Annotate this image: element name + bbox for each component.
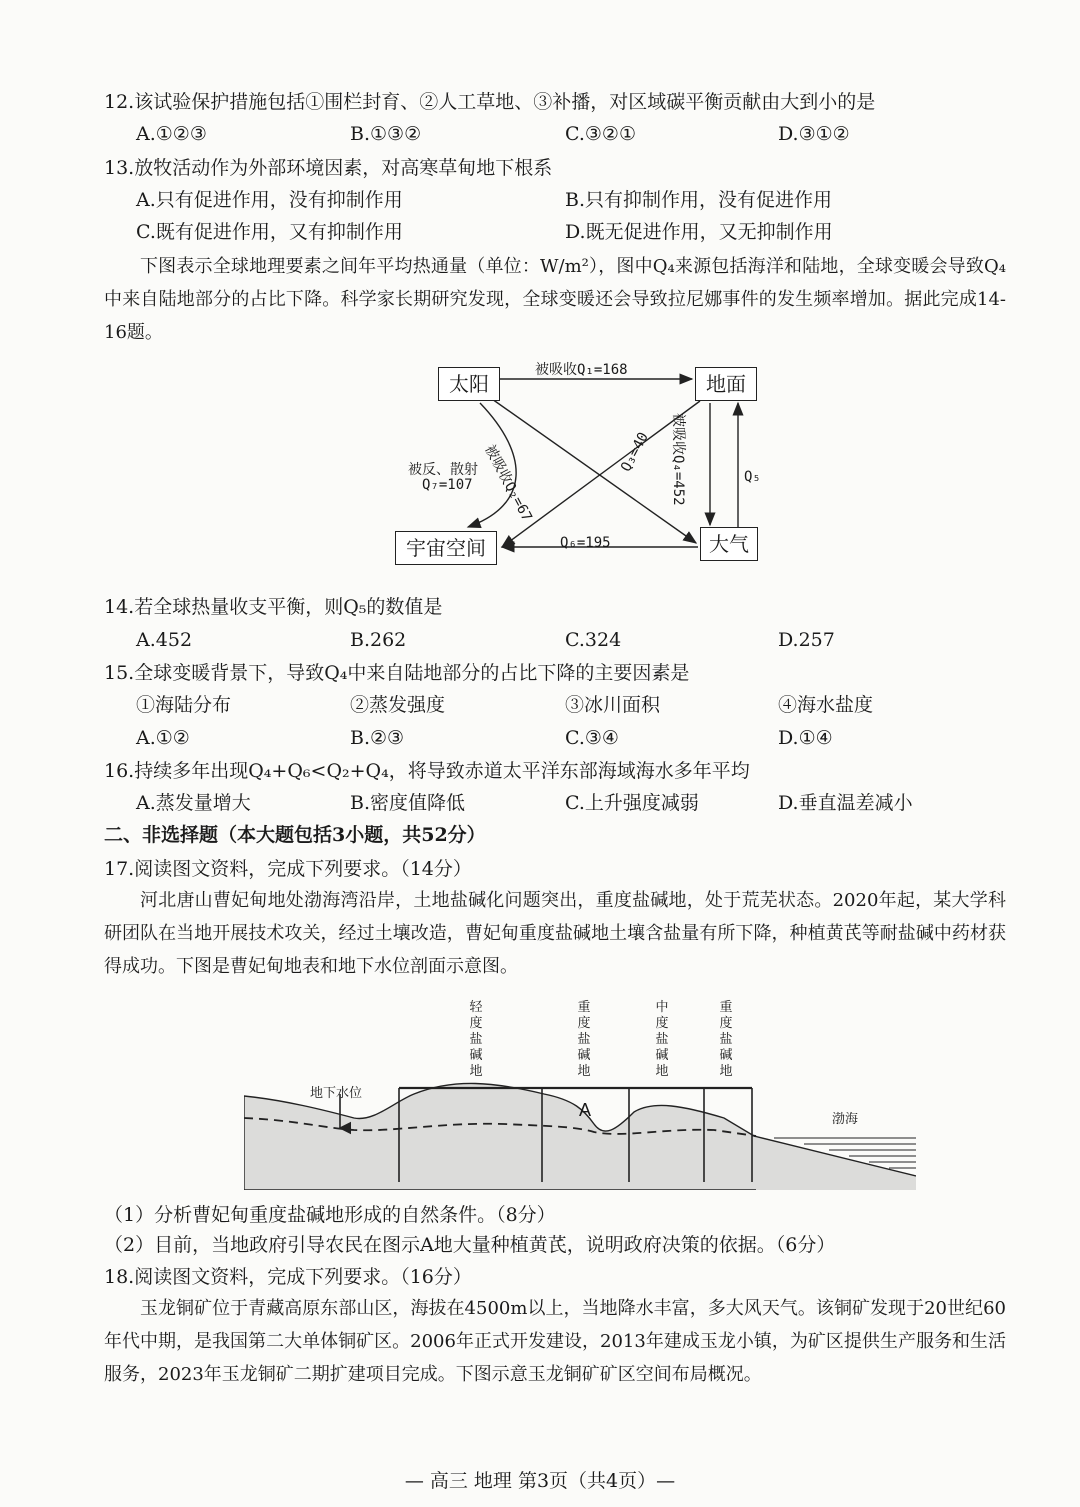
q6-label: Q₆=195 (560, 535, 611, 551)
q14-option-d[interactable]: D.257 (778, 629, 835, 651)
q15-stem: 15.全球变暖背景下，导致Q₄中来自陆地部分的占比下降的主要因素是 (104, 662, 690, 684)
q2-label: 被吸收Q₂=67 (481, 442, 535, 525)
q12-option-d[interactable]: D.③①② (778, 123, 850, 145)
q12-option-b[interactable]: B.①③② (350, 123, 422, 145)
q13-stem: 13.放牧活动作为外部环境因素，对高寒草甸地下根系 (104, 157, 553, 179)
q15-option-d[interactable]: D.①④ (778, 727, 833, 749)
atmosphere-box: 大气 (700, 527, 758, 561)
ground-box: 地面 (695, 367, 757, 401)
space-box: 宇宙空间 (395, 531, 497, 565)
section-2-heading: 二、非选择题（本大题包括3小题，共52分） (104, 824, 486, 846)
q13-option-c[interactable]: C.既有促进作用，又有抑制作用 (136, 221, 403, 243)
q16-option-d[interactable]: D.垂直温差减小 (778, 792, 913, 814)
q15-option-b[interactable]: B.②③ (350, 727, 405, 749)
q3-label: Q₃=40 (618, 429, 652, 475)
q16-option-c[interactable]: C.上升强度减弱 (565, 792, 699, 814)
profile-label-heavy-2: 重度盐碱地 (719, 1000, 733, 1079)
q15-item-4: ④海水盐度 (778, 694, 874, 716)
profile-label-light: 轻度盐碱地 (469, 1000, 483, 1079)
q4-label: 被吸收Q₄=452 (670, 413, 686, 506)
page-footer: — 高三 地理 第3页（共4页）— (404, 1470, 676, 1492)
q1-label: 被吸收Q₁=168 (535, 362, 628, 378)
q15-option-c[interactable]: C.③④ (565, 727, 619, 749)
q14-stem: 14.若全球热量收支平衡，则Q₅的数值是 (104, 596, 443, 618)
q16-stem: 16.持续多年出现Q₄+Q₆<Q₂+Q₄，将导致赤道太平洋东部海域海水多年平均 (104, 760, 750, 782)
q16-option-b[interactable]: B.密度值降低 (350, 792, 466, 814)
q14-option-c[interactable]: C.324 (565, 629, 622, 651)
q15-item-1: ①海陆分布 (136, 694, 232, 716)
profile-water-table-label: 地下水位 (310, 1086, 363, 1101)
profile-sea-label: 渤海 (832, 1112, 859, 1127)
profile-point-a: A (579, 1100, 592, 1120)
q18-stem: 18.阅读图文资料，完成下列要求。（16分） (104, 1266, 472, 1288)
q12-option-a[interactable]: A.①②③ (136, 123, 207, 145)
q13-option-a[interactable]: A.只有促进作用，没有抑制作用 (136, 189, 403, 211)
intro-14-16: 下图表示全球地理要素之间年平均热通量（单位：W/m²），图中Q₄来源包括海洋和陆地，全球变暖会导致Q₄中来自陆地部分的占比下降。科学家长期研究发现，全球变暖还会导致拉尼娜事件的发生频率增加。据此完成14-16题。 (104, 256, 1006, 343)
q14-option-a[interactable]: A.452 (136, 629, 193, 651)
q15-option-a[interactable]: A.①② (136, 727, 190, 749)
q7-label-b: Q₇=107 (422, 477, 473, 493)
profile-label-heavy-1: 重度盐碱地 (577, 1000, 591, 1079)
sun-box: 太阳 (438, 367, 500, 401)
q15-item-2: ②蒸发强度 (350, 694, 446, 716)
q5-label: Q₅ (744, 469, 761, 485)
q13-option-d[interactable]: D.既无促进作用，又无抑制作用 (565, 221, 833, 243)
q14-option-b[interactable]: B.262 (350, 629, 407, 651)
q17-sub-2: （2）目前，当地政府引导农民在图示A地大量种植黄芪，说明政府决策的依据。（6分） (104, 1234, 836, 1256)
q12-option-c[interactable]: C.③②① (565, 123, 636, 145)
q16-option-a[interactable]: A.蒸发量增大 (136, 792, 251, 814)
q12-stem: 12.该试验保护措施包括①围栏封育、②人工草地、③补播，对区域碳平衡贡献由大到小的是 (104, 91, 876, 113)
q17-stem: 17.阅读图文资料，完成下列要求。（14分） (104, 858, 472, 880)
heat-flux-diagram (380, 355, 780, 575)
q15-item-3: ③冰川面积 (565, 694, 661, 716)
q17-passage: 河北唐山曹妃甸地处渤海湾沿岸，土地盐碱化问题突出，重度盐碱地，处于荒芜状态。2020年起，某大学科研团队在当地开展技术攻关，经过土壤改造，曹妃甸重度盐碱地土壤含盐量有所下降，种植黄芪等耐盐碱中药材获得成功。下图是曹妃甸地表和地下水位剖面示意图。 (104, 890, 1006, 977)
q7-label-a: 被反、散射 (408, 462, 478, 478)
q18-passage: 玉龙铜矿位于青藏高原东部山区，海拔在4500m以上，当地降水丰富，多大风天气。该铜矿发现于20世纪60年代中期，是我国第二大单体铜矿区。2006年正式开发建设，2013年建成玉龙小镇，为矿区提供生产服务和生活服务，2023年玉龙铜矿二期扩建项目完成。下图示意玉龙铜矿矿区空间布局概况。 (104, 1298, 1006, 1385)
groundwater-profile-diagram (244, 990, 916, 1190)
profile-label-medium: 中度盐碱地 (655, 1000, 669, 1079)
q17-sub-1: （1）分析曹妃甸重度盐碱地形成的自然条件。（8分） (104, 1204, 556, 1226)
q13-option-b[interactable]: B.只有抑制作用，没有促进作用 (565, 189, 833, 211)
